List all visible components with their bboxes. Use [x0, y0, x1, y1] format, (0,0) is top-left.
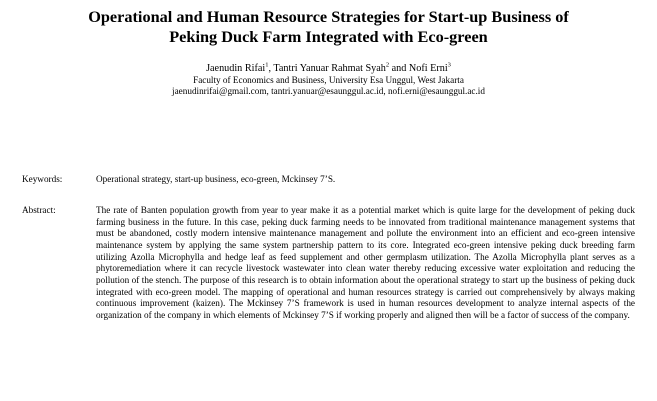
paper-title — [20, 7, 637, 47]
keywords-label: Keywords: — [22, 174, 63, 184]
author-affiliation-mark: 2 — [385, 61, 390, 69]
author-name: Nofi Erni — [408, 63, 448, 74]
keywords-text: Operational strategy, start-up business, eco-green, Mckinsey 7’S. — [96, 174, 336, 184]
author-name: Tantri Yanuar Rahmat Syah — [273, 63, 386, 74]
abstract-text: The rate of Banten population growth from year to year make it as a potential market which is quite large for the development of peking duck farming business in the future. In this case, peking duck farming needs to be innovated from traditional maintenance management systems that must be abandoned, costly modern intensive maintenance management and pollute the environment into an efficient and eco-green intensive maintenance system by applying the same system partnership pattern to its core. Integrated eco-green intensive peking duck breeding farm utilizing Azolla Microphylla and hedge leaf as feed supplement and other germplasm utilization. The Azolla Microphylla plant serves as a phytoremediation where it can recycle livestock wastewater into clean water thereby reducing excessive water exploitation and reducing the pollution of the stench. The purpose of this research is to obtain information about the operational strategy to start up the business of peking duck integrated with eco-green model. The mapping of operational and human resources strategy is carried out comprehensively by always making continuous improvement (kaizen). The Mckinsey 7’S framework is used in human resources development to analyze internal aspects of the organization of the company in which elements of Mckinsey 7’S if working properly and aligned then will be a factor of success of the company. — [96, 205, 635, 320]
title-line-1: Operational and Human Resource Strategies for Start-up Business of — [88, 7, 569, 26]
abstract-label: Abstract: — [22, 205, 56, 215]
author-name: Jaenudin Rifai — [206, 63, 266, 74]
affiliation: Faculty of Economics and Business, University Esa Unggul, West Jakarta — [193, 75, 464, 85]
author-separator: and — [389, 63, 409, 74]
author-separator: , — [268, 63, 274, 74]
author-affiliation-mark: 1 — [265, 61, 269, 69]
author-affiliation-mark: 3 — [447, 61, 451, 69]
title-line-2: Peking Duck Farm Integrated with Eco-green — [169, 27, 488, 46]
author-emails: jaenudinrifai@gmail.com, tantri.yanuar@esaunggul.ac.id, nofi.erni@esaunggul.ac.id — [172, 86, 485, 96]
author-list — [0, 62, 657, 75]
